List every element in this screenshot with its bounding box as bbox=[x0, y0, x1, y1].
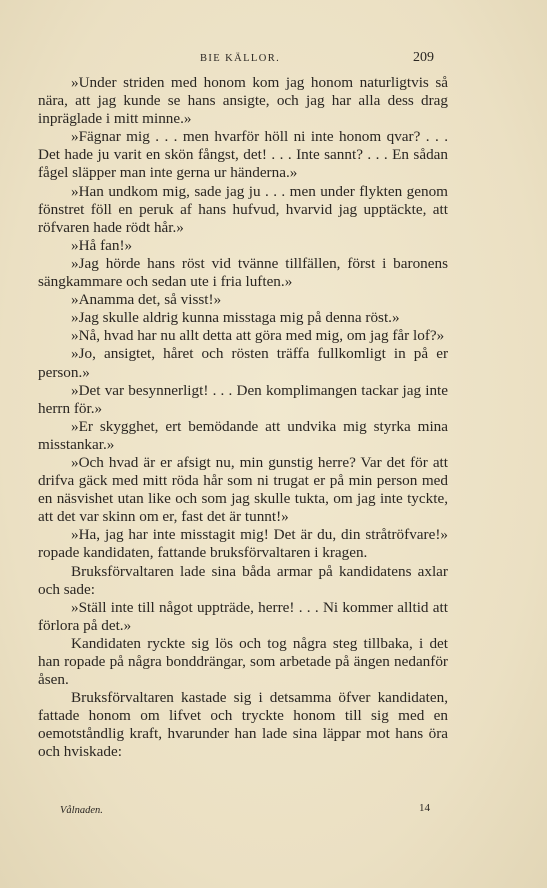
page-number: 209 bbox=[413, 50, 434, 65]
paragraph: »Jag hörde hans röst vid tvänne tillfällen, först i baronens sängkammare och sedan ute i fria luften.» bbox=[38, 254, 448, 291]
page-body bbox=[38, 74, 448, 762]
paragraph: Kandidaten ryckte sig lös och tog några steg tillbaka, i det han ropade på några bonddrängar, som arbetade på ängen nedanför åsen. bbox=[38, 634, 448, 689]
paragraph: »Han undkom mig, sade jag ju . . . men under flykten genom fönstret föll en peruk af hans hufvud, hvarvid jag upptäckte, att röfvaren hade rödt hår.» bbox=[38, 182, 448, 236]
signature-mark: Vålnaden. bbox=[60, 805, 103, 816]
paragraph: »Ha, jag har inte misstagit mig! Det är du, din stråtröfvare!» ropade kandidaten, fattande bruksförvaltaren i kragen. bbox=[38, 526, 448, 562]
paragraph: »Jo, ansigtet, håret och rösten träffa fullkomligt in på er person.» bbox=[38, 345, 448, 381]
paragraph: »Ställ inte till något uppträde, herre! . . . Ni kommer alltid att förlora på det.» bbox=[38, 598, 448, 634]
page-footer bbox=[38, 802, 438, 818]
sheet-number: 14 bbox=[419, 802, 430, 814]
paragraph: »Hå fan!» bbox=[71, 236, 133, 254]
paragraph: »Er skygghet, ert bemödande att undvika mig styrka mina misstankar.» bbox=[38, 417, 448, 453]
paragraph: Bruksförvaltaren kastade sig i detsamma öfver kandidaten, fattade honom om lifvet och tryckte honom till sig med en oemotståndlig kraft, hvarunder han lade sina läppar mot hans öra och hviskade: bbox=[38, 689, 448, 761]
paragraph: »Nå, hvad har nu allt detta att göra med mig, om jag får lof?» bbox=[71, 327, 445, 345]
paragraph: »Jag skulle aldrig kunna misstaga mig på denna röst.» bbox=[71, 309, 400, 327]
page-header bbox=[38, 50, 434, 70]
paragraph: »Och hvad är er afsigt nu, min gunstig herre? Var det för att drifva gäck med mitt röda hår som ni trugat er på min person med en näsvishet utan like och som jag skulle tukta, om jag inte tyckte, att det var skinn om er, fast det är tunnt!» bbox=[38, 453, 448, 526]
running-head: BIE KÄLLOR. bbox=[200, 53, 281, 64]
paragraph: »Fägnar mig . . . men hvarför höll ni inte honom qvar? . . . Det hade ju varit en skön fångst, det! . . . Inte sannt? . . . En sådan fågel släpper man inte gerna ur händerna.» bbox=[38, 128, 448, 182]
paragraph: »Anamma det, så visst!» bbox=[71, 291, 222, 309]
paragraph: Bruksförvaltaren lade sina båda armar på kandidatens axlar och sade: bbox=[38, 562, 448, 598]
paragraph: »Under striden med honom kom jag honom naturligtvis så nära, att jag kunde se hans ansigte, och jag har alla dess drag inpräglade i mitt minne.» bbox=[38, 74, 448, 128]
paragraph: »Det var besynnerligt! . . . Den komplimangen tackar jag inte herrn för.» bbox=[38, 381, 448, 417]
